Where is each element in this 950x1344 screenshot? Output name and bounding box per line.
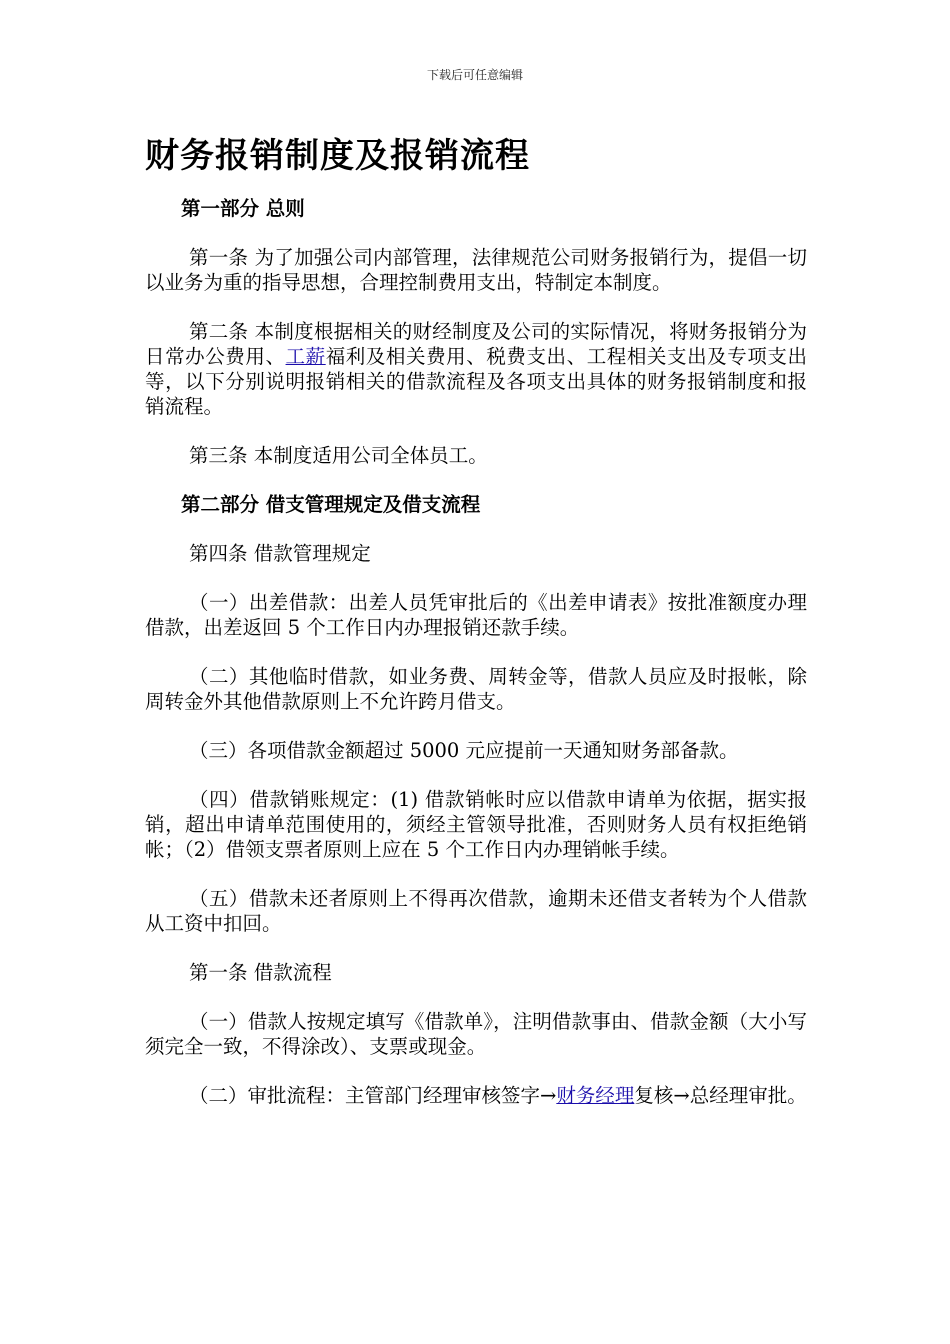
finance-manager-link[interactable]: 财务经理 xyxy=(556,1084,635,1107)
loan-rule-3: （三）各项借款金额超过 5000 元应提前一天通知财务部备款。 xyxy=(189,739,739,762)
article-3: 第三条 本制度适用公司全体员工。 xyxy=(189,444,488,467)
article-2 xyxy=(145,319,807,419)
salary-link[interactable]: 工薪 xyxy=(285,345,326,368)
loan-process-2-text-a: （二）审批流程：主管部门经理审核签字→ xyxy=(189,1084,557,1107)
section-heading-general: 第一部分 总则 xyxy=(181,197,305,220)
loan-process-heading: 第一条 借款流程 xyxy=(189,961,332,984)
section-heading-loans: 第二部分 借支管理规定及借支流程 xyxy=(181,493,481,516)
article-2-text-a: 第二条 本制度根据相关的财经制度及公司的实际情况，将财务报销分为日常办公费用、 xyxy=(145,320,807,368)
loan-rule-2: （二）其他临时借款，如业务费、周转金等，借款人员应及时报帐，除周转金外其他借款原则上不允许跨月借支。 xyxy=(145,665,807,713)
document-body xyxy=(145,196,807,1132)
loan-process-2 xyxy=(145,1083,807,1108)
loan-process-2-text-b: 复核→总经理审批。 xyxy=(634,1084,807,1107)
loan-rule-1: （一）出差借款：出差人员凭审批后的《出差申请表》按批准额度办理借款，出差返回 5 个工作日内办理报销还款手续。 xyxy=(145,591,807,639)
article-2-text-b: 福利及相关费用、税费支出、工程相关支出及专项支出等，以下分别说明报销相关的借款流程及各项支出具体的财务报销制度和报销流程。 xyxy=(145,345,807,418)
article-1: 第一条 为了加强公司内部管理，法律规范公司财务报销行为，提倡一切以业务为重的指导思想，合理控制费用支出，特制定本制度。 xyxy=(145,246,807,294)
loan-rule-4: （四）借款销账规定：(1) 借款销帐时应以借款申请单为依据，据实报销，超出申请单范围使用的，须经主管领导批准，否则财务人员有权拒绝销帐；（2）借领支票者原则上应在 5 个工作日内办理销帐手续。 xyxy=(145,788,807,861)
page-header: 下载后可任意编辑 xyxy=(426,68,523,82)
loan-rule-5: （五）借款未还者原则上不得再次借款，逾期未还借支者转为个人借款从工资中扣回。 xyxy=(145,887,807,935)
article-4: 第四条 借款管理规定 xyxy=(189,542,371,565)
loan-process-1: （一）借款人按规定填写《借款单》，注明借款事由、借款金额（大小写须完全一致，不得涂改）、支票或现金。 xyxy=(145,1010,807,1058)
document-title: 财务报销制度及报销流程 xyxy=(145,136,530,176)
